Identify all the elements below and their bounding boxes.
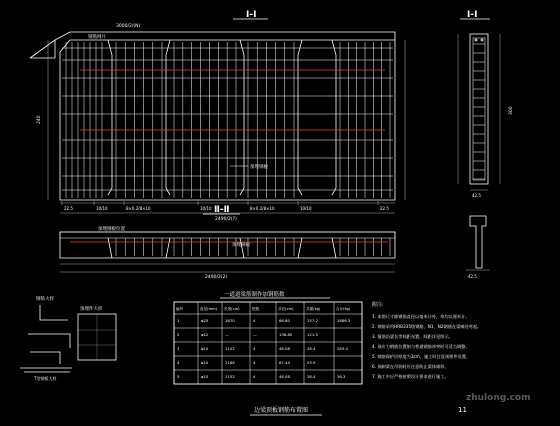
table-header-cell: 编号: [176, 307, 184, 311]
detail-a-label: 钢筋大样: [36, 297, 54, 302]
notes-block: [372, 301, 481, 380]
note-line: 1. 本图尺寸除钢筋直径以毫米计外，余均以厘米计。: [372, 314, 470, 319]
table-cell: 4: [253, 318, 256, 323]
table-cell: 136.80: [279, 332, 293, 337]
table-cell: 4: [253, 374, 256, 379]
table-cell: 66.80: [279, 318, 290, 323]
stirrup-bars: [66, 42, 390, 198]
table-cell: 4: [177, 360, 180, 365]
segment-label: 22.5: [380, 206, 389, 211]
note-line: 3. 箍筋沿梁长等间距布置，间距详见图示。: [372, 334, 453, 339]
bar-table-title: 一道道梁筋制作加钢筋数: [224, 292, 285, 298]
table-cell: 46.08: [279, 374, 290, 379]
note-line: 4. 预应力钢筋位置如与普通钢筋冲突时可适当调整。: [372, 344, 470, 349]
note-line: 6. 预制梁在吊装时应注意防止梁体倾斜。: [372, 364, 449, 369]
lower-side-label: 42.5: [468, 274, 477, 279]
main-top-dimension: 3000/2/(N): [116, 24, 141, 29]
table-cell: 3: [177, 346, 180, 351]
table-cell: φ10: [201, 360, 209, 365]
note-line: 2. 钢筋采用HRB335级钢筋，N1、N2钢筋在梁端处弯起。: [372, 324, 482, 329]
detail-c-label: T型钢板大样: [34, 376, 57, 381]
page-number: 11: [458, 406, 467, 414]
lower-stirrups: [116, 238, 390, 256]
table-cell: 4: [253, 346, 256, 351]
table-cell: 1886.3: [337, 318, 351, 323]
table-cell: 1152: [225, 374, 235, 379]
notes-list: [372, 313, 481, 380]
bar-table-grid: [174, 302, 362, 384]
table-cell: 2186: [225, 360, 235, 365]
table-cell: 28.4: [307, 346, 316, 351]
table-cell: 1670: [225, 318, 235, 323]
segment-label: 8×0.2/8×10: [250, 206, 275, 211]
lower-blocks: [108, 238, 336, 258]
notes-title: 附注:: [372, 302, 384, 308]
lower-bottom-total: 2490/2(2): [205, 275, 228, 280]
table-header-cell: 根数: [252, 307, 260, 311]
main-mid-callout: 预埋钢板: [250, 165, 268, 170]
table-cell: —: [225, 332, 229, 337]
table-cell: 121.5: [307, 332, 318, 337]
lower-mid-callout: 预埋钢板: [232, 243, 250, 248]
segment-label: 10/10: [300, 206, 312, 211]
side-section-title: Ⅰ-Ⅰ: [467, 10, 478, 20]
table-cell: 5: [177, 374, 180, 379]
table-cell: 4: [253, 360, 256, 365]
table-cell: 53.9: [307, 360, 316, 365]
table-header-cell: 共重(kg): [306, 307, 321, 311]
table-cell: 257.2: [307, 318, 318, 323]
table-cell: 28.4: [307, 374, 316, 379]
watermark: zhulong.com: [466, 393, 531, 403]
side-height-label: 300: [509, 106, 514, 115]
main-elevation: [30, 10, 405, 222]
table-cell: 36.3: [337, 374, 346, 379]
side-section: [458, 10, 514, 198]
main-height-label: 240: [37, 115, 42, 124]
drawing-title: 边梁顶板钢筋布置图: [254, 407, 309, 414]
table-cell: φ10: [201, 374, 209, 379]
diaphragm-blocks: [108, 40, 336, 195]
table-cell: 1152: [225, 346, 235, 351]
table-cell: 1: [177, 318, 180, 323]
table-cell: 2: [177, 332, 180, 337]
side-width-label: 42.5: [472, 193, 481, 198]
bar-table: [174, 290, 362, 384]
table-cell: φ12: [201, 332, 209, 337]
table-header-cell: 直径(mm): [200, 307, 217, 311]
segment-label: 22.5: [64, 206, 73, 211]
table-header-cell: 共长(cm): [278, 307, 294, 311]
segment-label: 8×0.2/8×10: [126, 206, 151, 211]
main-left-callout: 钢筋网片: [88, 35, 106, 40]
table-header-cell: 合计(kg): [336, 307, 351, 311]
bar-details: [20, 295, 116, 381]
segment-label: 10/10: [200, 206, 212, 211]
table-cell: —: [253, 332, 257, 337]
table-cell: 46.08: [279, 346, 290, 351]
table-cell: 283.4: [337, 346, 348, 351]
table-cell: φ10: [201, 346, 209, 351]
table-cell: 87.44: [279, 360, 290, 365]
table-header-cell: 长度(cm): [224, 307, 240, 311]
note-line: 5. 钢筋保护层厚度为3cm，施工时注意预埋件设置。: [372, 354, 471, 359]
main-section-title: Ⅰ-Ⅰ: [246, 10, 257, 20]
lower-section-title: Ⅱ-Ⅱ: [214, 205, 230, 215]
segment-label: 10/10: [96, 206, 108, 211]
table-cell: φ25: [201, 318, 209, 323]
main-bottom-total: 2490/2(?): [215, 217, 237, 222]
side-section-bars: [473, 39, 485, 179]
lower-left-callout: 预埋钢板位置: [98, 227, 125, 232]
lower-section: [60, 205, 490, 280]
note-line: 7. 施工中应严格按照设计要求进行施工。: [372, 374, 449, 379]
bar-table-header: [176, 306, 351, 311]
detail-b-label: 预埋件大样: [80, 307, 103, 312]
